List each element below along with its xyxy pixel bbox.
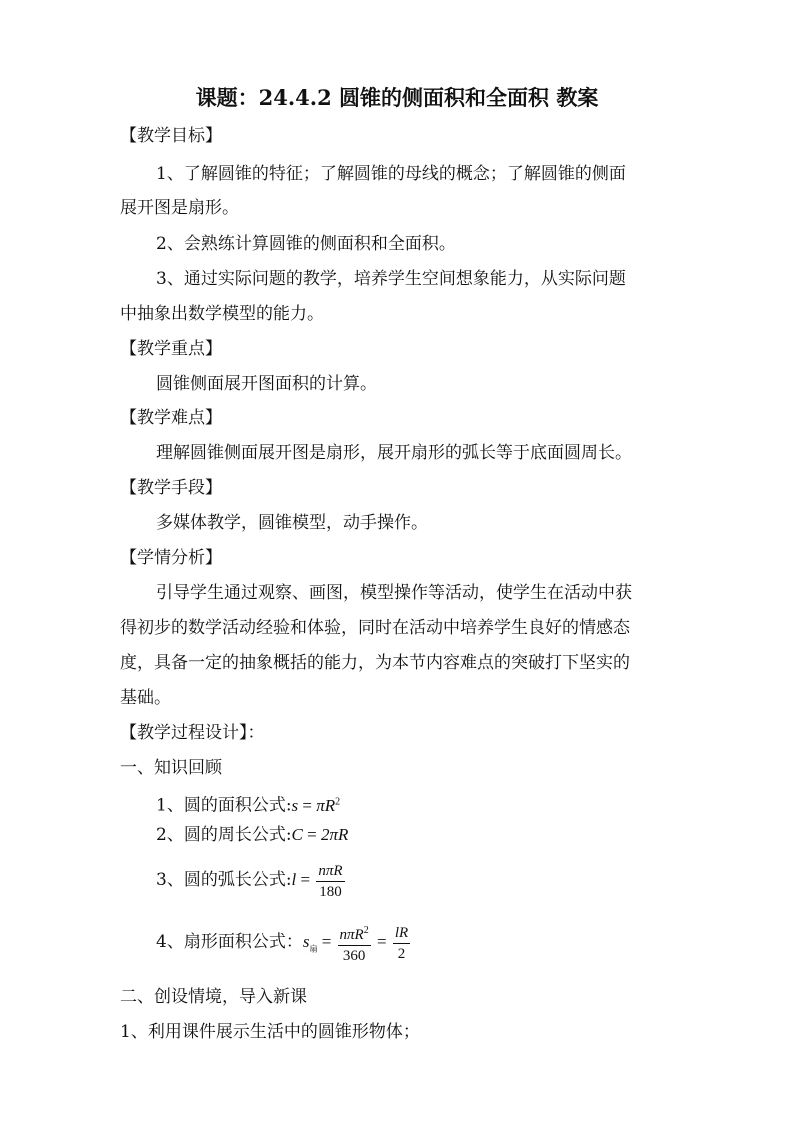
goal-3-line-b: 中抽象出数学模型的能力。 [120, 304, 324, 324]
means-heading: 【教学手段】 [120, 478, 222, 498]
formula-4 [156, 920, 412, 971]
goal-1-line-a: 1、了解圆锥的特征；了解圆锥的母线的概念；了解圆锥的侧面 [156, 164, 626, 184]
part2-item-1: 1、利用课件展示生活中的圆锥形物体； [120, 1022, 420, 1042]
goal-2: 2、会熟练计算圆锥的侧面积和全面积。 [156, 234, 456, 254]
analysis-line-a: 引导学生通过观察、画图，模型操作等活动，使学生在活动中获 [156, 583, 632, 603]
formula-2-expression: C = 2πR [291, 825, 349, 844]
formula-1-label: 1、圆的面积公式: [156, 795, 292, 816]
analysis-line-b: 得初步的数学活动经验和体验，同时在活动中培养学生良好的情感态 [120, 618, 630, 638]
analysis-line-c: 度，具备一定的抽象概括的能力，为本节内容难点的突破打下坚实的 [120, 653, 630, 673]
difficulty-heading: 【教学难点】 [120, 408, 222, 428]
goal-3-line-a: 3、通过实际问题的教学，培养学生空间想象能力，从实际问题 [156, 269, 626, 289]
formula-2 [156, 823, 348, 847]
part1-heading: 一、知识回顾 [120, 758, 222, 778]
key-heading: 【教学重点】 [120, 339, 222, 359]
analysis-line-d: 基础。 [120, 688, 171, 708]
formula-3-label: 3、圆的弧长公式: [156, 870, 292, 890]
formula-1 [156, 790, 340, 818]
key-text: 圆锥侧面展开图面积的计算。 [156, 374, 377, 394]
difficulty-text: 理解圆锥侧面展开图是扇形，展开扇形的弧长等于底面圆周长。 [156, 443, 632, 463]
formula-2-label: 2、圆的周长公式: [156, 825, 292, 845]
formula-1-expression: $s = \pi R^2$ [291, 795, 341, 815]
formula-4-expression: $s_扇$ = $\frac{n\pi R^2}{360}$ = $\frac{lR}{2}$ [303, 932, 412, 951]
means-text: 多媒体教学，圆锥模型，动手操作。 [156, 513, 428, 533]
part2-heading: 二、创设情境，导入新课 [120, 987, 307, 1007]
process-heading: 【教学过程设计】： [120, 723, 265, 743]
page-title: 课题：24.4.2 圆锥的侧面积和全面积 教案 [195, 85, 599, 110]
analysis-heading: 【学情分析】 [120, 548, 222, 568]
formula-3-expression: l = $\frac{\text{nπR}}{180}$ [291, 862, 343, 900]
goals-heading: 【教学目标】 [120, 126, 222, 146]
formula-3 [156, 858, 347, 902]
formula-4-label: 4、扇形面积公式： [156, 932, 303, 952]
goal-1-line-b: 展开图是扇形。 [120, 198, 239, 218]
